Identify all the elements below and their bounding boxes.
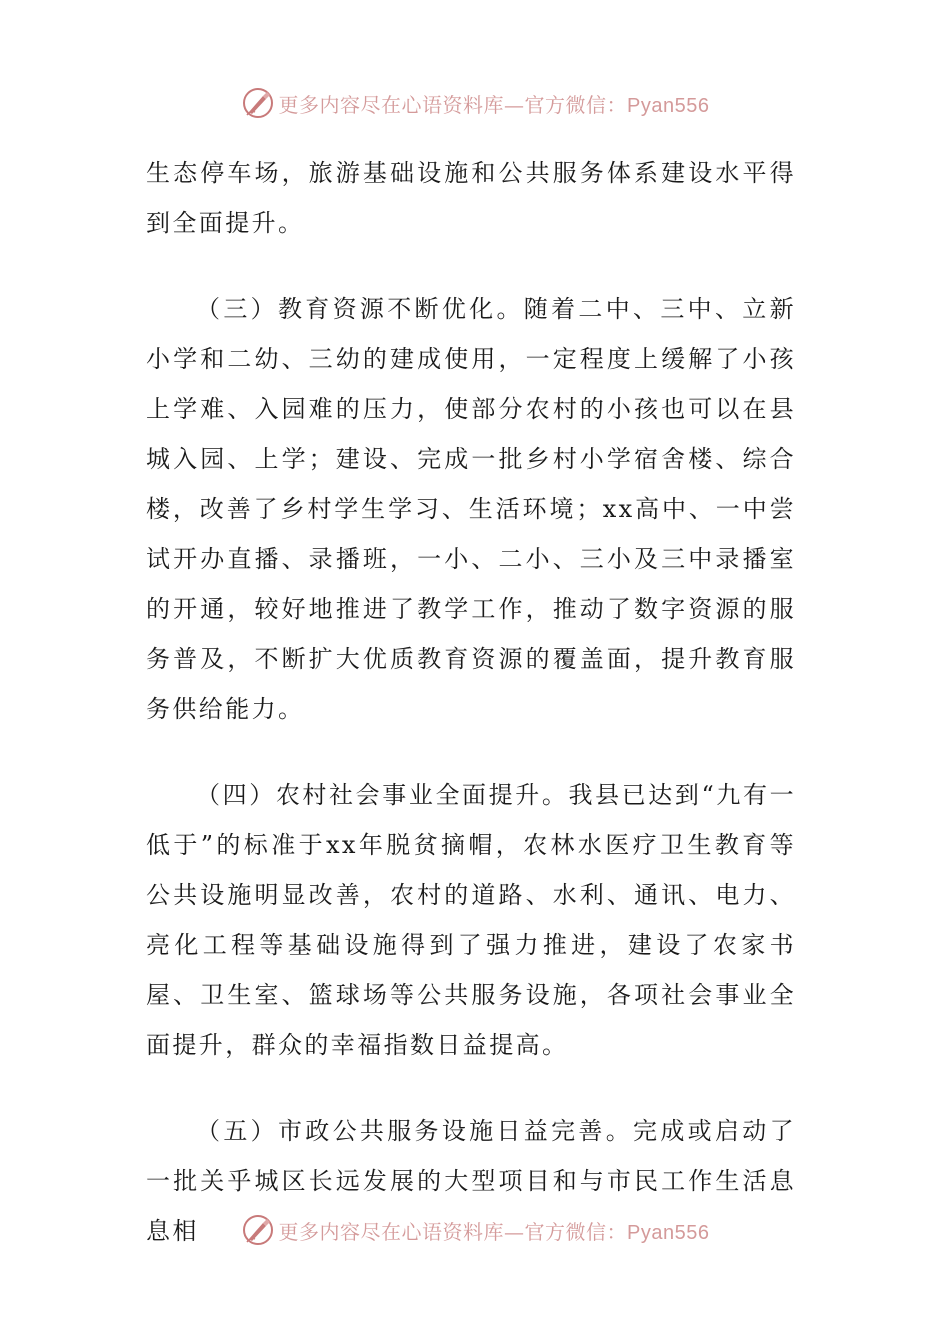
paragraph-rural: （四）农村社会事业全面提升。我县已达到“九有一低于”的标准于xx年脱贫摘帽，农林水医疗卫生教育等公共设施明显改善，农村的道路、水利、通讯、电力、亮化工程等基础设施得到了强力推进，建设了农家书屋、卫生室、篮球场等公共服务设施，各项社会事业全面提升，群众的幸福指数日益提高。 [146, 781, 796, 1059]
document-body [146, 148, 796, 1256]
watermark-handle: Pyan556 [627, 94, 710, 117]
footer-watermark [0, 1210, 950, 1250]
watermark-text: 更多内容尽在心语资料库—官方微信： [278, 92, 628, 117]
header-watermark [0, 83, 950, 123]
pen-logo-icon [241, 1213, 275, 1247]
watermark-handle: Pyan556 [627, 1221, 710, 1244]
paragraph-continuation: 生态停车场，旅游基础设施和公共服务体系建设水平得到全面提升。 [146, 159, 796, 237]
watermark-text: 更多内容尽在心语资料库—官方微信： [278, 1219, 628, 1244]
paragraph-education: （三）教育资源不断优化。随着二中、三中、立新小学和二幼、三幼的建成使用，一定程度上缓解了小孩上学难、入园难的压力，使部分农村的小孩也可以在县城入园、上学；建设、完成一批乡村小学宿舍楼、综合楼，改善了乡村学生学习、生活环境；xx高中、一中尝试开办直播、录播班，一小、二小、三小及三中录播室的开通，较好地推进了教学工作，推动了数字资源的服务普及，不断扩大优质教育资源的覆盖面，提升教育服务供给能力。 [146, 295, 796, 723]
pen-logo-icon [241, 86, 275, 120]
paragraph-municipal: （五）市政公共服务设施日益完善。完成或启动了一批关乎城区长远发展的大型项目和与市民工作生活息息相 [146, 1117, 796, 1245]
